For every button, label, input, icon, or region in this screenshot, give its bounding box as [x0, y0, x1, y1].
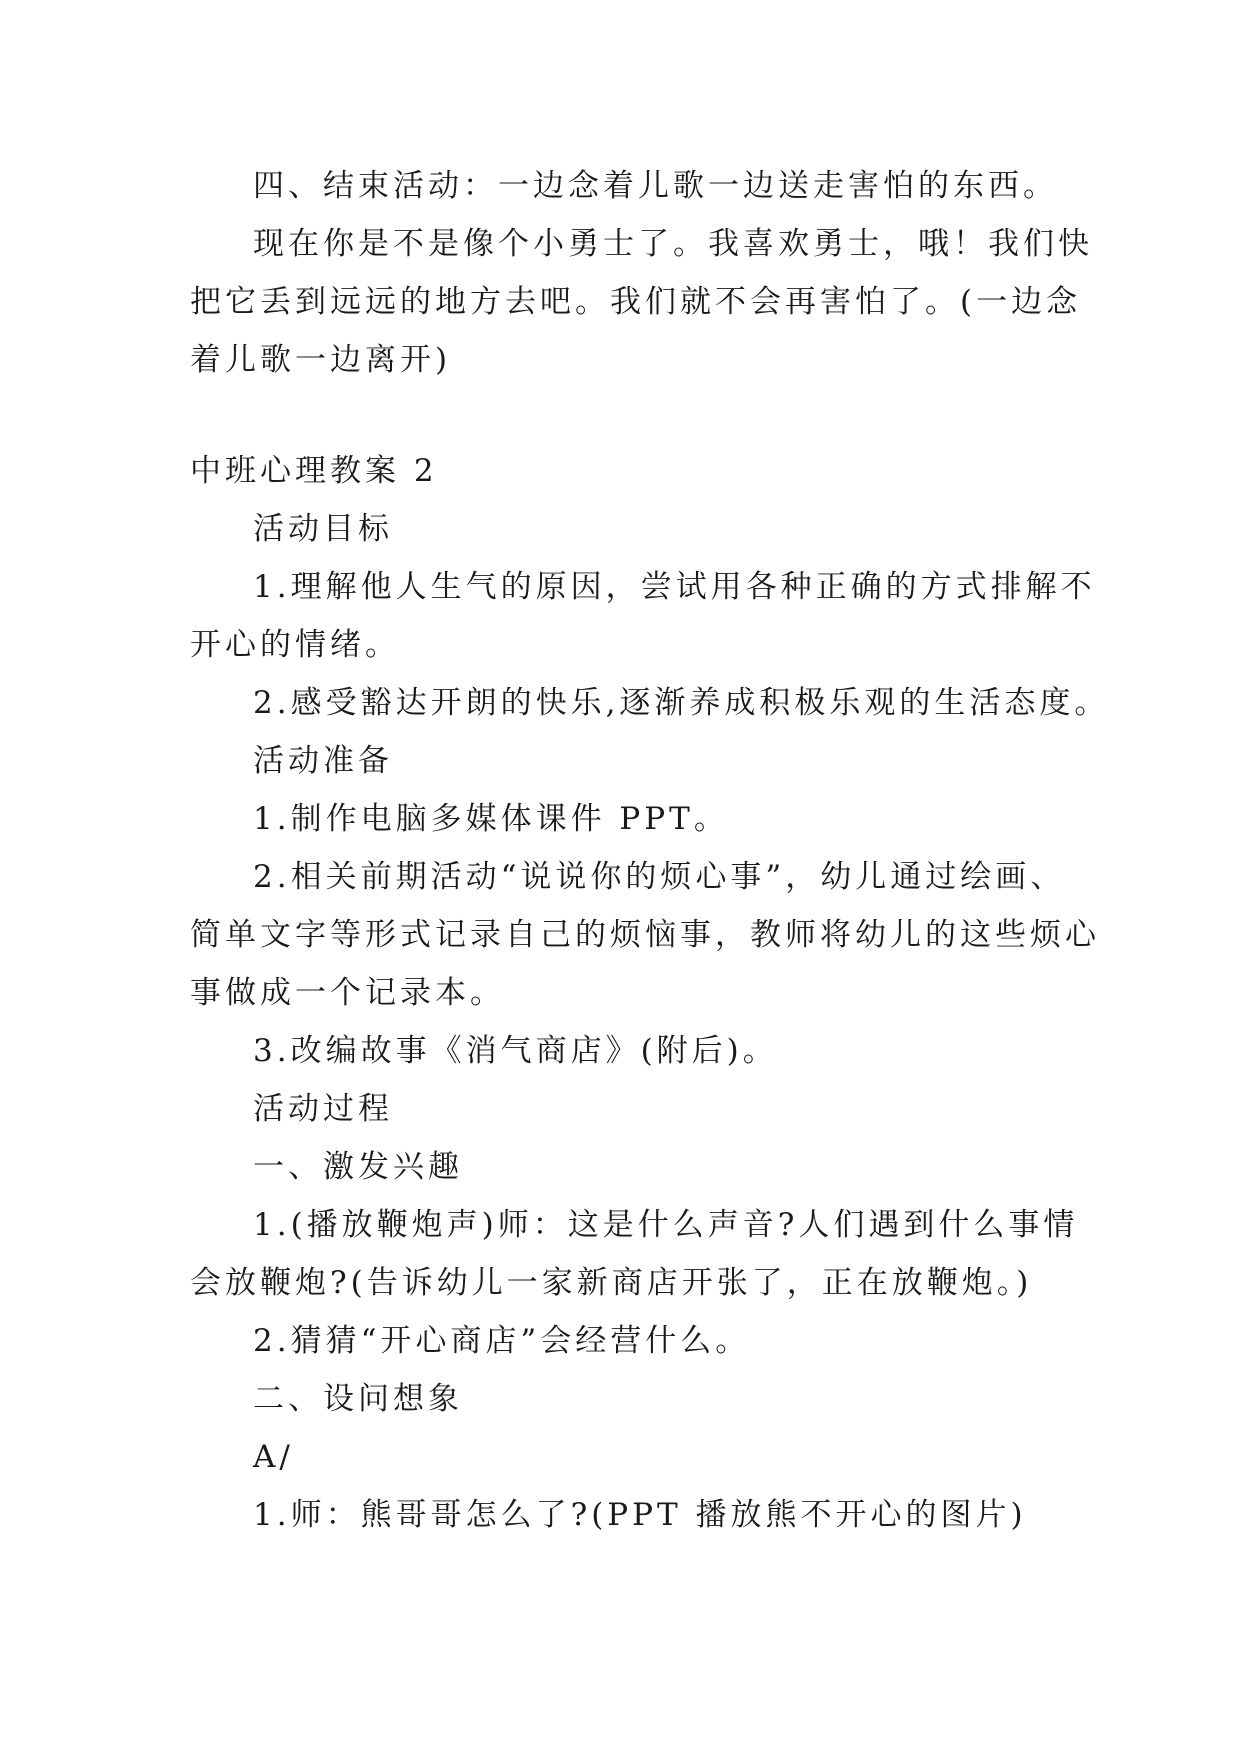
paragraph-line: 简单文字等形式记录自己的烦恼事，教师将幼儿的这些烦心: [190, 917, 1100, 953]
subsection-heading: 二、设问想象: [253, 1381, 463, 1417]
section-heading-goals: 活动目标: [253, 511, 393, 547]
paragraph-line: 现在你是不是像个小勇士了。我喜欢勇士，哦！我们快: [253, 226, 1093, 262]
section-four-heading: 四、结束活动：一边念着儿歌一边送走害怕的东西。: [253, 168, 1058, 204]
paragraph-line: 1.制作电脑多媒体课件 PPT。: [253, 801, 729, 837]
paragraph-line: 开心的情绪。: [190, 627, 400, 663]
paragraph-line: 把它丢到远远的地方去吧。我们就不会再害怕了。(一边念: [190, 284, 1082, 320]
paragraph-line: 着儿歌一边离开): [190, 342, 452, 378]
lesson-title: 中班心理教案 2: [190, 453, 438, 489]
paragraph-line: A/: [253, 1439, 294, 1475]
subsection-heading: 一、激发兴趣: [253, 1149, 463, 1185]
paragraph-line: 1.师：熊哥哥怎么了?(PPT 播放熊不开心的图片): [253, 1497, 1027, 1533]
paragraph-line: 会放鞭炮?(告诉幼儿一家新商店开张了，正在放鞭炮。): [190, 1265, 1033, 1301]
paragraph-line: 1.(播放鞭炮声)师：这是什么声音?人们遇到什么事情: [253, 1207, 1079, 1243]
paragraph-line: 1.理解他人生气的原因，尝试用各种正确的方式排解不: [253, 569, 1096, 605]
paragraph-line: 2.猜猜“开心商店”会经营什么。: [253, 1323, 751, 1359]
paragraph-line: 2.相关前期活动“说说你的烦心事”，幼儿通过绘画、: [253, 859, 1066, 895]
section-heading-process: 活动过程: [253, 1091, 393, 1127]
section-heading-preparation: 活动准备: [253, 743, 393, 779]
paragraph-line: 事做成一个记录本。: [190, 975, 505, 1011]
paragraph-line: 2.感受豁达开朗的快乐,逐渐养成积极乐观的生活态度。: [253, 685, 1110, 721]
paragraph-line: 3.改编故事《消气商店》(附后)。: [253, 1033, 778, 1069]
